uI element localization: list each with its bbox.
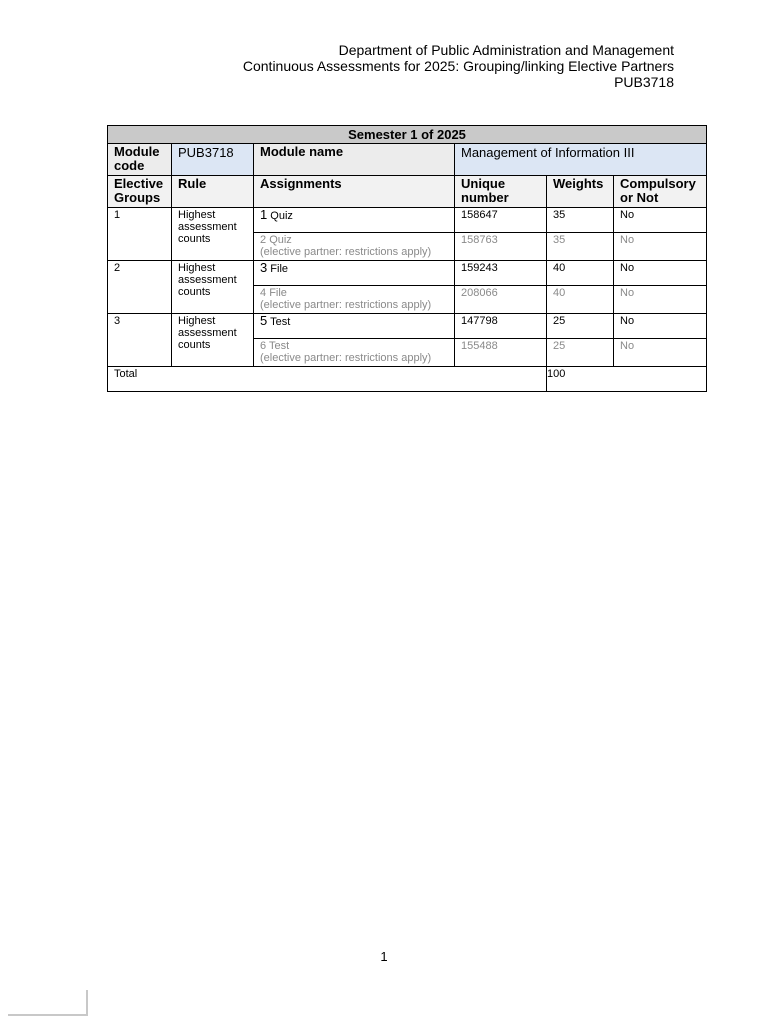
assignment-name: Test	[270, 316, 291, 328]
assignment-note: (elective partner: restrictions apply)	[260, 246, 432, 258]
assignment-number: 4	[260, 287, 267, 299]
col-compulsory: Compulsory or Not	[614, 176, 707, 208]
group-rule: Highest assessment counts	[172, 261, 254, 314]
unique-number: 158647	[455, 208, 547, 233]
group-number: 2	[108, 261, 172, 314]
module-code-value: PUB3718	[172, 144, 254, 176]
col-unique-number: Unique number	[455, 176, 547, 208]
compulsory: No	[614, 233, 707, 261]
compulsory: No	[614, 286, 707, 314]
table-row	[108, 208, 707, 233]
assignment-note: (elective partner: restrictions apply)	[260, 299, 432, 311]
assignment-cell	[254, 339, 455, 367]
compulsory: No	[614, 314, 707, 339]
weight: 25	[547, 339, 614, 367]
assignment-cell	[254, 314, 455, 339]
assignment-cell	[254, 286, 455, 314]
module-code-line: PUB3718	[614, 74, 674, 90]
assignment-number: 5	[260, 313, 268, 328]
total-label: Total	[108, 367, 547, 392]
assignment-name: Quiz	[270, 210, 293, 222]
group-number: 1	[108, 208, 172, 261]
assignment-number: 2	[260, 234, 267, 246]
assignment-cell	[254, 233, 455, 261]
assignment-name: Test	[268, 340, 290, 352]
weight: 40	[547, 261, 614, 286]
unique-number: 158763	[455, 233, 547, 261]
unique-number: 159243	[455, 261, 547, 286]
document-header	[243, 42, 674, 90]
col-elective-groups: Elective Groups	[108, 176, 172, 208]
weight: 25	[547, 314, 614, 339]
group-number: 3	[108, 314, 172, 367]
col-weights: Weights	[547, 176, 614, 208]
module-name-label: Module name	[254, 144, 455, 176]
compulsory: No	[614, 261, 707, 286]
assessment-title-line: Continuous Assessments for 2025: Grouping/linking Elective Partners	[242, 58, 674, 74]
col-assignments: Assignments	[254, 176, 455, 208]
unique-number: 208066	[455, 286, 547, 314]
assignment-name: File	[269, 287, 287, 299]
group-rule: Highest assessment counts	[172, 314, 254, 367]
unique-number: 155488	[455, 339, 547, 367]
assignment-note: (elective partner: restrictions apply)	[260, 352, 432, 364]
assignment-number: 1	[260, 207, 268, 222]
total-value: 100	[547, 367, 707, 392]
table-row	[108, 261, 707, 286]
weight: 40	[547, 286, 614, 314]
total-row	[108, 367, 707, 392]
semester-title: Semester 1 of 2025	[108, 126, 707, 144]
department-line: Department of Public Administration and Management	[338, 42, 674, 58]
module-code-label: Module code	[108, 144, 172, 176]
weight: 35	[547, 233, 614, 261]
unique-number: 147798	[455, 314, 547, 339]
assignment-number: 6	[260, 340, 267, 352]
compulsory: No	[614, 208, 707, 233]
group-rule: Highest assessment counts	[172, 208, 254, 261]
assignment-number: 3	[260, 260, 268, 275]
compulsory: No	[614, 339, 707, 367]
module-name-value: Management of Information III	[455, 144, 707, 176]
assignment-name: Quiz	[269, 234, 292, 246]
assignment-cell	[254, 208, 455, 233]
assignment-name: File	[270, 263, 289, 275]
col-rule: Rule	[172, 176, 254, 208]
assignment-cell	[254, 261, 455, 286]
page-corner-mark	[8, 990, 88, 1016]
assessment-table	[107, 125, 707, 392]
table-row	[108, 314, 707, 339]
weight: 35	[547, 208, 614, 233]
page-number: 1	[380, 949, 388, 964]
